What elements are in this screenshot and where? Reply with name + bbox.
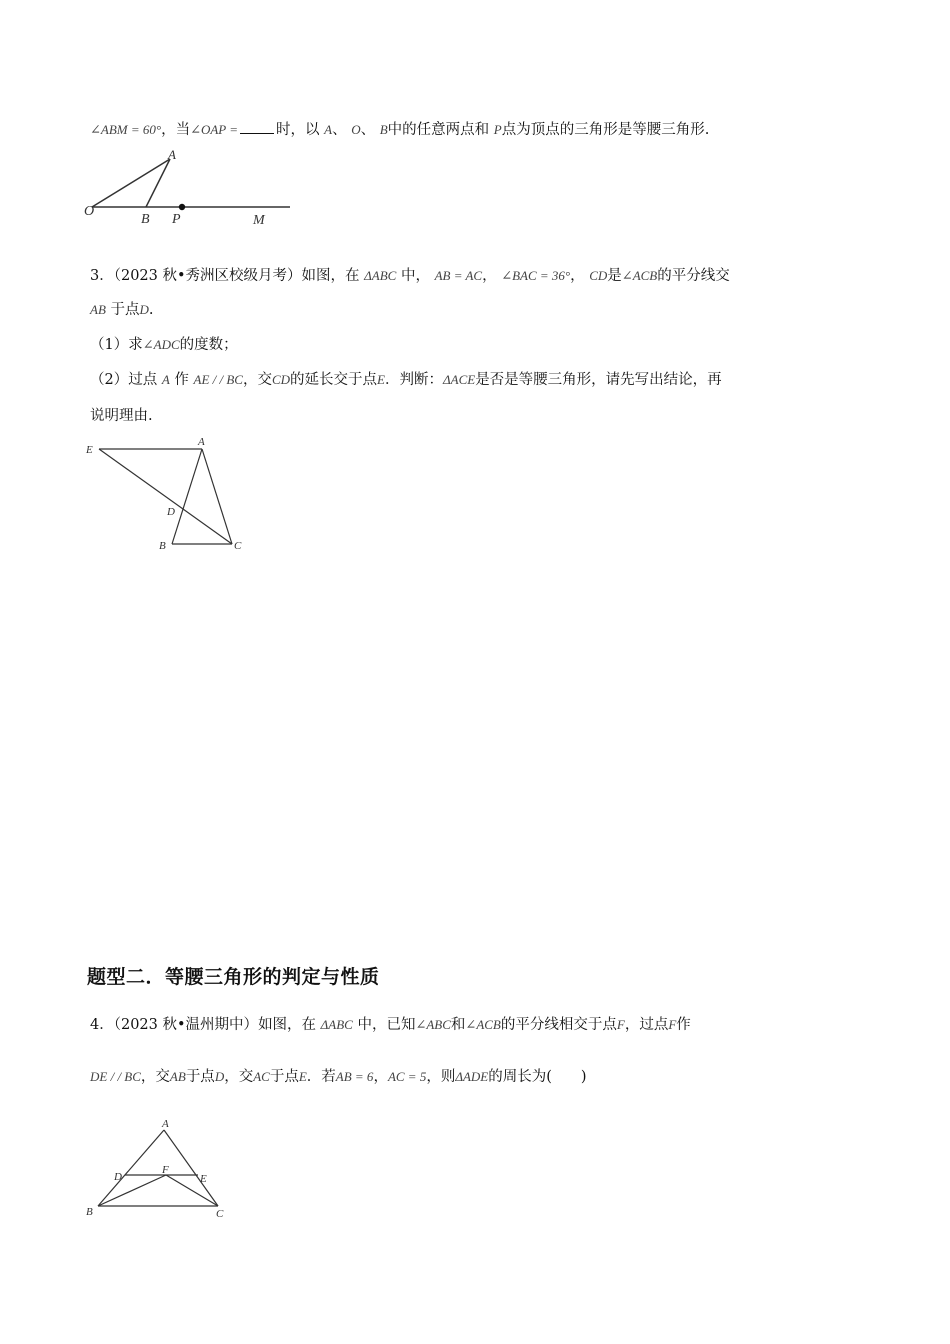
- math: A: [161, 372, 170, 387]
- math: D: [139, 302, 149, 317]
- math: ∠BAC = 36°: [501, 268, 571, 283]
- math: AC = 5: [387, 1069, 427, 1084]
- text: 中的任意两点和: [387, 122, 490, 138]
- q3-part-2: [90, 370, 722, 390]
- math: ∠ACB: [465, 1017, 501, 1032]
- math-a: A: [324, 122, 333, 137]
- question-number: 4．: [90, 1017, 114, 1033]
- math: F: [668, 1017, 677, 1032]
- text: ．判断：: [385, 372, 443, 388]
- math: E: [298, 1069, 307, 1084]
- math: ΔABC: [364, 268, 397, 283]
- text: 、: [332, 122, 347, 138]
- label-b: B: [159, 540, 166, 552]
- label-a: A: [162, 1118, 169, 1130]
- label-c: C: [234, 540, 242, 552]
- text: ，交: [242, 372, 272, 388]
- line-ec: [99, 449, 232, 544]
- line-ac: [202, 449, 232, 544]
- math: E: [377, 372, 385, 387]
- math-angle-abm: ∠ABM = 60°: [90, 122, 162, 137]
- label-b: B: [141, 212, 150, 227]
- question-source: （2023 秋•温州期中）: [113, 1017, 259, 1033]
- text: 说明理由.: [90, 408, 153, 424]
- label-o: O: [84, 204, 95, 219]
- text: 中，: [400, 268, 430, 284]
- math: CD: [271, 372, 291, 387]
- point-p: [179, 204, 185, 210]
- text: ，: [482, 268, 497, 284]
- math: ΔABC: [320, 1017, 353, 1032]
- figure-ray-diagram: [80, 145, 310, 230]
- question-source: （2023 秋•秀洲区校级月考）: [113, 268, 302, 284]
- math-o: O: [351, 122, 361, 137]
- text: ，: [373, 1069, 388, 1085]
- math: ∠ABC: [415, 1017, 451, 1032]
- math: AB = AC: [434, 268, 483, 283]
- text: （1）求: [90, 337, 143, 353]
- label-a: A: [198, 436, 205, 448]
- text: 作: [174, 372, 189, 388]
- label-d: D: [114, 1171, 122, 1183]
- math: ΔACE: [443, 372, 476, 387]
- question-number: 3．: [90, 268, 114, 284]
- text: 的平分线交: [657, 268, 730, 284]
- text: 、: [360, 122, 376, 138]
- label-b: B: [86, 1206, 93, 1218]
- math: AB: [90, 302, 106, 317]
- text: 是: [607, 268, 622, 284]
- text: ，交: [140, 1069, 170, 1085]
- label-m: M: [253, 213, 265, 228]
- label-e: E: [200, 1173, 207, 1185]
- text: ．若: [306, 1069, 336, 1085]
- math-b: B: [379, 122, 388, 137]
- text: .: [148, 302, 154, 318]
- text: 的周长为: [488, 1069, 547, 1085]
- math: AB: [169, 1069, 186, 1084]
- line-ab: [98, 1130, 164, 1206]
- line-ab: [172, 449, 202, 544]
- text: 和: [450, 1017, 466, 1033]
- label-d: D: [167, 506, 175, 518]
- math: ΔADE: [455, 1069, 489, 1084]
- text: （2）过点: [90, 372, 158, 388]
- figure-triangle-def: [80, 1112, 240, 1227]
- text: 于点: [185, 1069, 215, 1085]
- text: 的延长交于点: [290, 372, 378, 388]
- answer-blank[interactable]: [240, 119, 274, 134]
- text: ，过点: [624, 1017, 669, 1033]
- section-title: 题型二．等腰三角形的判定与性质: [87, 966, 380, 988]
- line-bf: [98, 1175, 166, 1206]
- text: 中，已知: [357, 1017, 416, 1033]
- answer-parentheses[interactable]: ( ): [546, 1069, 587, 1085]
- q4-line-1: [90, 1015, 691, 1035]
- math: AB = 6: [335, 1069, 374, 1084]
- text: ，当: [161, 122, 191, 138]
- label-c: C: [216, 1208, 224, 1220]
- text: ，交: [224, 1069, 254, 1085]
- math: ∠ADC: [142, 337, 180, 352]
- text: 的平分线相交于点: [500, 1017, 617, 1033]
- math: AC: [253, 1069, 270, 1084]
- line-ac: [164, 1130, 218, 1206]
- text: ，: [570, 268, 585, 284]
- label-a: A: [168, 147, 176, 162]
- q4-line-2: [90, 1067, 587, 1087]
- math: AE / / BC: [193, 372, 243, 387]
- math: D: [214, 1069, 225, 1084]
- text: 如图，在: [301, 268, 360, 284]
- q2-text-line: [90, 119, 709, 140]
- text: 时，以: [276, 122, 320, 138]
- label-e: E: [86, 444, 93, 456]
- q3-part-1: [90, 335, 238, 355]
- line-cf: [166, 1175, 218, 1206]
- text: 点为顶点的三角形是等腰三角形.: [501, 122, 710, 138]
- math: ∠ACB: [621, 268, 658, 283]
- text: 是否是等腰三角形，请先写出结论，再: [475, 372, 722, 388]
- label-f: F: [162, 1164, 169, 1176]
- q3-part-2-cont: [90, 406, 153, 426]
- q3-line-1: [90, 266, 730, 286]
- text: 于点: [269, 1069, 299, 1085]
- text: 的度数；: [179, 337, 238, 353]
- text: 如图，在: [258, 1017, 317, 1033]
- text: ，则: [426, 1069, 456, 1085]
- label-p: P: [172, 212, 181, 227]
- text: 作: [676, 1017, 691, 1033]
- figure-triangle-ace: [80, 432, 260, 557]
- text: 于点: [110, 302, 140, 318]
- math: F: [616, 1017, 625, 1032]
- math-angle-oap: ∠OAP =: [190, 122, 239, 137]
- q3-line-2: [90, 300, 154, 320]
- math: CD: [589, 268, 608, 283]
- math: DE / / BC: [90, 1069, 141, 1084]
- math-p: P: [493, 122, 502, 137]
